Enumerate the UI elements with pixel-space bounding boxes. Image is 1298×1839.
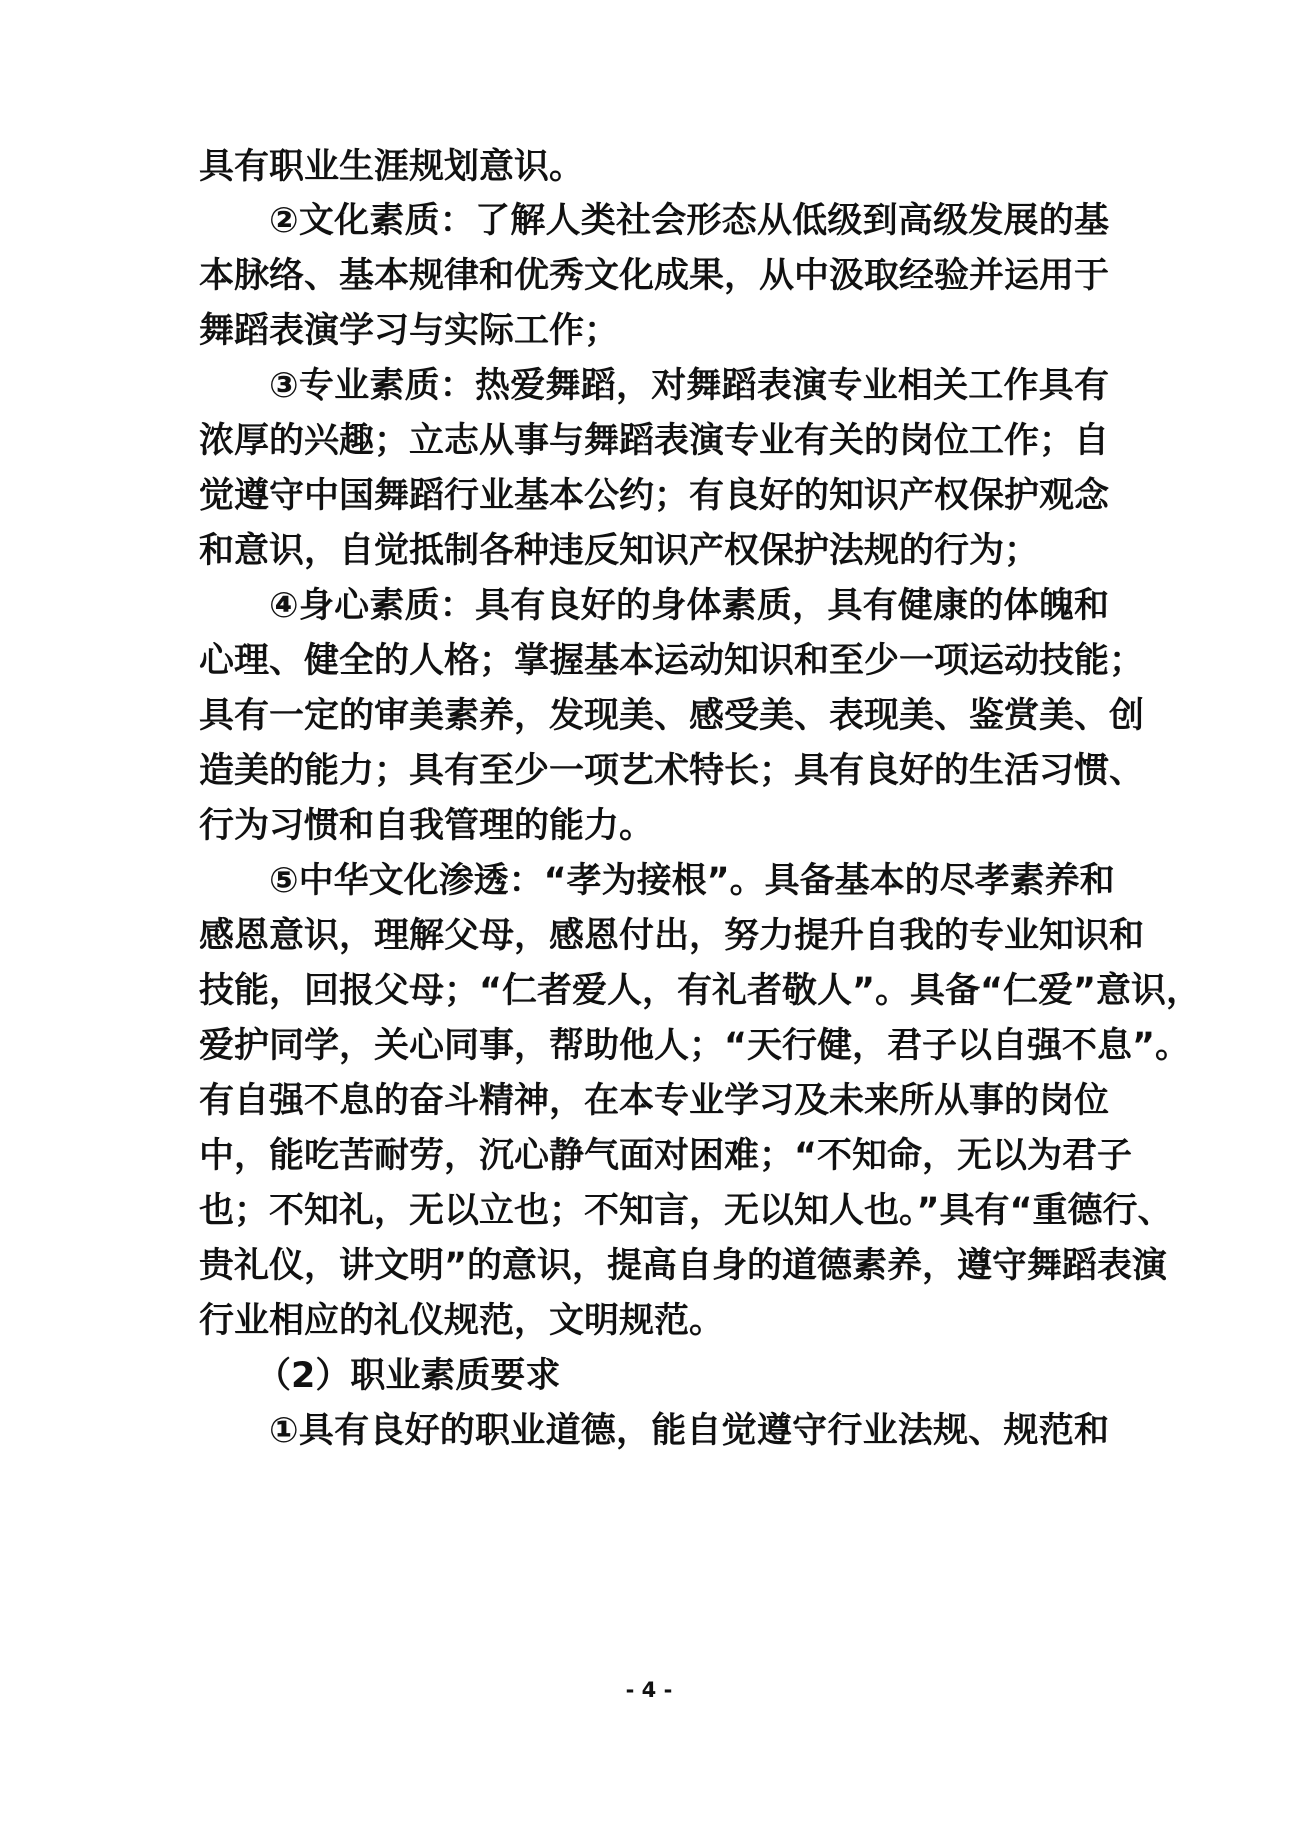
paragraph-line: ②文化素质：了解人类社会形态从低级到高级发展的基 <box>269 201 1109 241</box>
paragraph-line: 有自强不息的奋斗精神，在本专业学习及未来所从事的岗位 <box>199 1081 1110 1121</box>
page-number: - 4 - <box>625 1678 673 1702</box>
paragraph-line: 具有一定的审美素养，发现美、感受美、表现美、鉴赏美、创 <box>199 696 1145 736</box>
paragraph-line: 浓厚的兴趣；立志从事与舞蹈表演专业有关的岗位工作；自 <box>199 421 1110 461</box>
paragraph-line: 贵礼仪，讲文明”的意识，提高自身的道德素养，遵守舞蹈表演 <box>199 1246 1168 1286</box>
paragraph-line: 觉遵守中国舞蹈行业基本公约；有良好的知识产权保护观念 <box>199 476 1110 516</box>
paragraph-line: 技能，回报父母；“仁者爱人，有礼者敬人”。具备“仁爱”意识， <box>199 971 1202 1011</box>
paragraph-line: 造美的能力；具有至少一项艺术特长；具有良好的生活习惯、 <box>199 751 1145 791</box>
paragraph-line: 本脉络、基本规律和优秀文化成果，从中汲取经验并运用于 <box>199 256 1110 296</box>
paragraph-line: 具有职业生涯规划意识。 <box>199 147 585 187</box>
paragraph-line: 舞蹈表演学习与实际工作； <box>199 311 620 351</box>
paragraph-line: 中，能吃苦耐劳，沉心静气面对困难；“不知命，无以为君子 <box>199 1136 1133 1176</box>
paragraph-line: 和意识，自觉抵制各种违反知识产权保护法规的行为； <box>199 531 1040 571</box>
section-heading: （2）职业素质要求 <box>256 1356 561 1396</box>
paragraph-line: 爱护同学，关心同事，帮助他人；“天行健，君子以自强不息”。 <box>199 1026 1191 1066</box>
paragraph-line: ⑤中华文化渗透：“孝为接根”。具备基本的尽孝素养和 <box>269 861 1115 901</box>
paragraph-line: ④身心素质：具有良好的身体素质，具有健康的体魄和 <box>269 586 1109 626</box>
paragraph-line: 行业相应的礼仪规范，文明规范。 <box>199 1301 725 1341</box>
paragraph-line: 也；不知礼，无以立也；不知言，无以知人也。”具有“重德行、 <box>199 1191 1173 1231</box>
paragraph-line: ①具有良好的职业道德，能自觉遵守行业法规、规范和 <box>269 1411 1109 1451</box>
paragraph-line: 行为习惯和自我管理的能力。 <box>199 806 655 846</box>
paragraph-line: 心理、健全的人格；掌握基本运动知识和至少一项运动技能； <box>199 641 1145 681</box>
paragraph-line: ③专业素质：热爱舞蹈，对舞蹈表演专业相关工作具有 <box>269 366 1109 406</box>
paragraph-line: 感恩意识，理解父母，感恩付出，努力提升自我的专业知识和 <box>199 916 1145 956</box>
